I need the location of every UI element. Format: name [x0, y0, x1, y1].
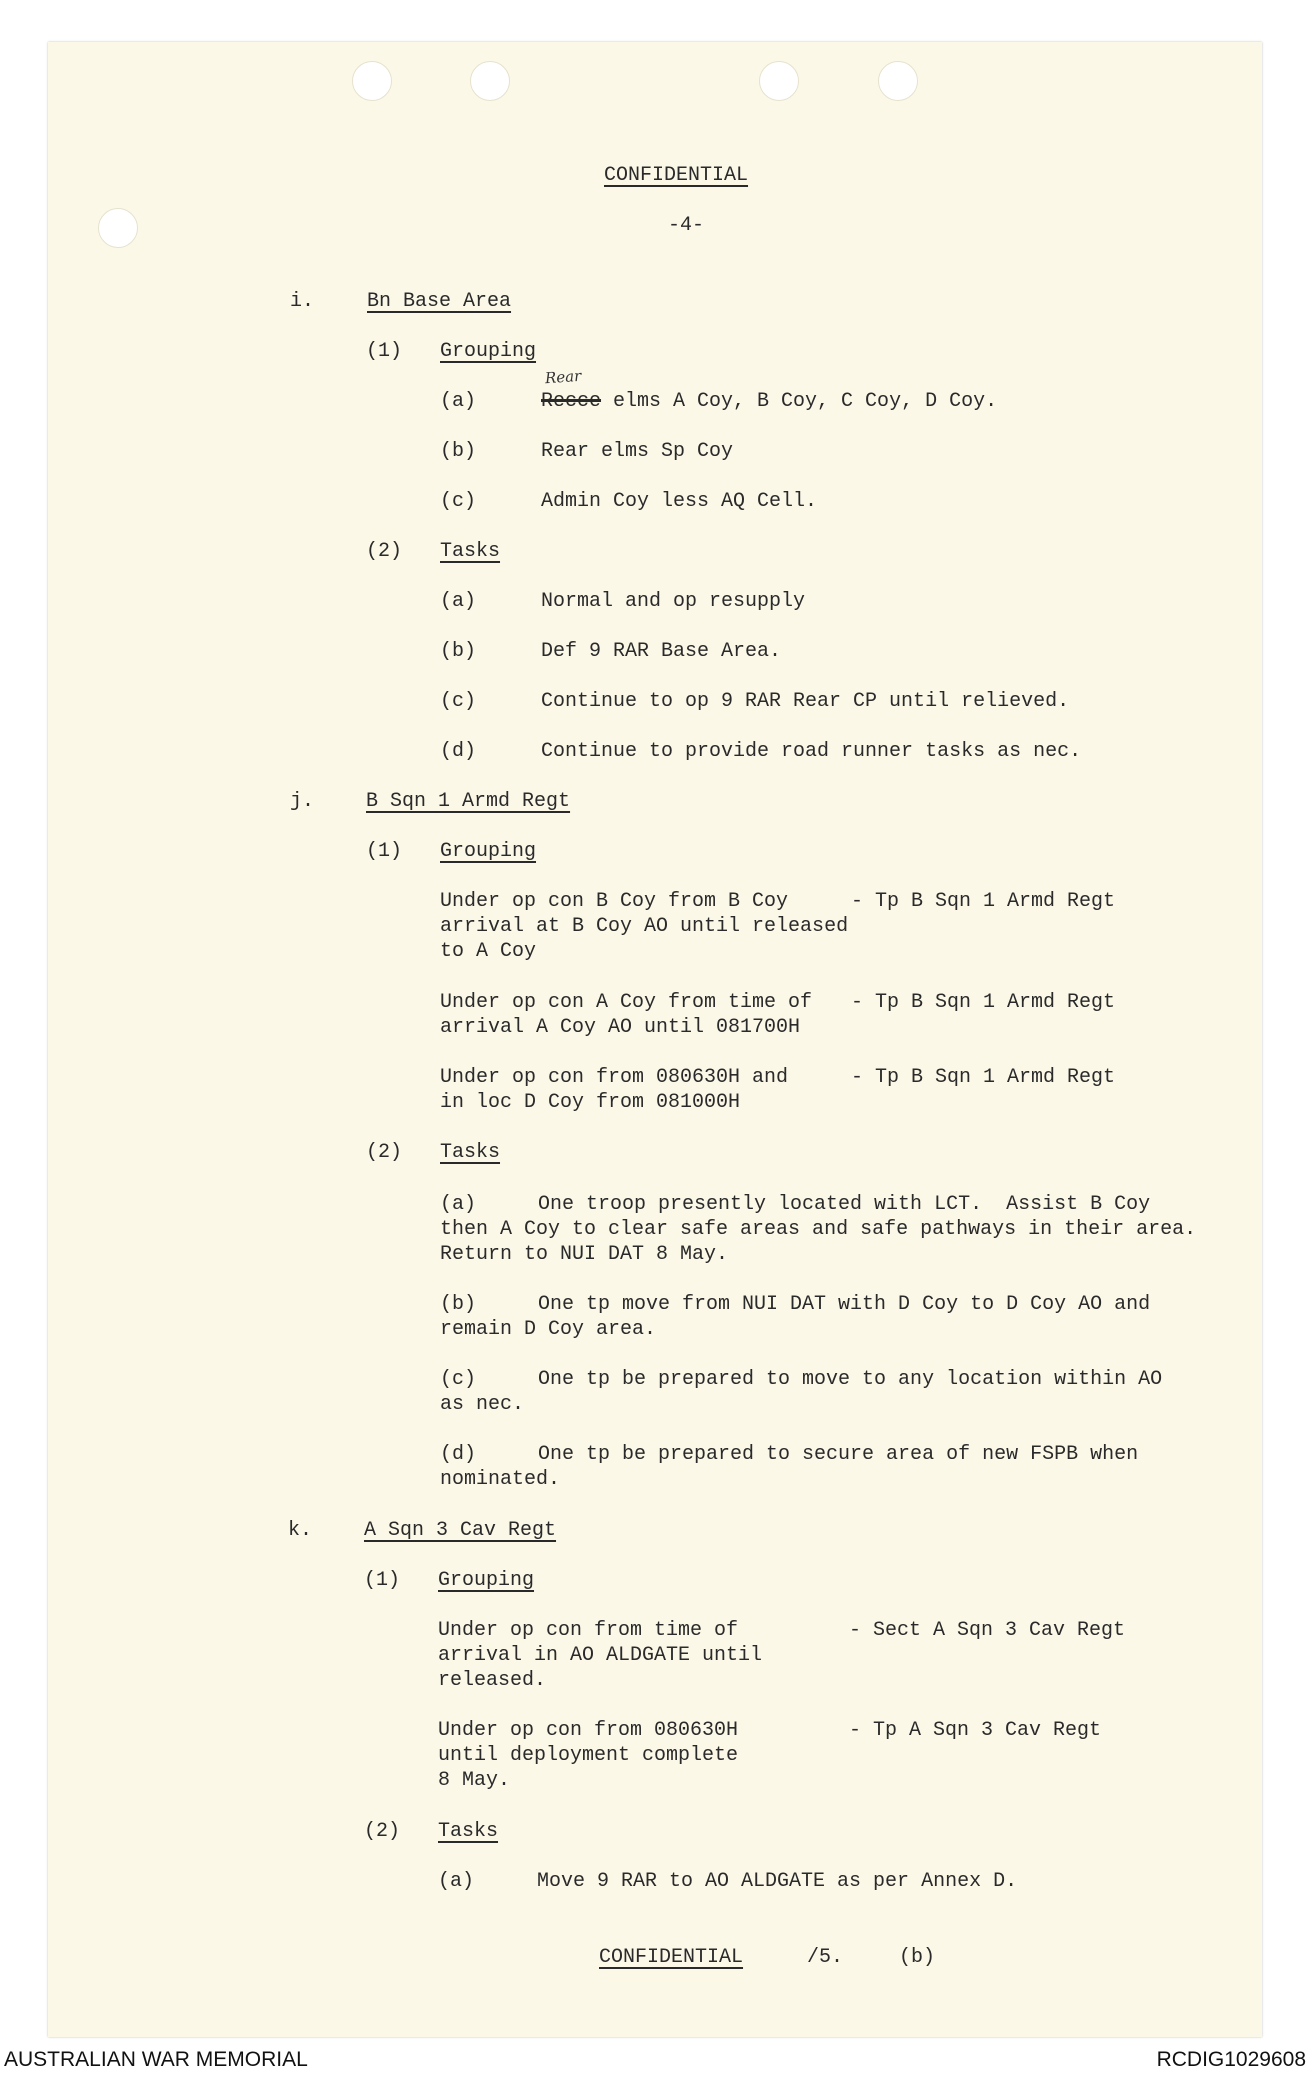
item-text: Admin Coy less AQ Cell.: [541, 490, 818, 513]
section-letter: i.: [290, 290, 315, 313]
item-text-rest: elms A Coy, B Coy, C Coy, D Coy.: [601, 390, 998, 413]
punch-hole: [470, 61, 510, 101]
handwritten-correction: Rear: [544, 366, 582, 388]
item-text: Def 9 RAR Base Area.: [541, 640, 782, 663]
grouping-assignment: - Tp B Sqn 1 Armd Regt: [851, 1066, 1116, 1089]
next-item-marker: (b): [899, 1946, 936, 1969]
classification-footer: CONFIDENTIAL: [599, 1946, 744, 1969]
subsection-number: (2): [366, 540, 403, 563]
classification-header: CONFIDENTIAL: [604, 164, 749, 187]
subsection-number: (2): [364, 1820, 401, 1843]
item-label: (b): [440, 1293, 477, 1316]
section-title: A Sqn 3 Cav Regt: [364, 1519, 557, 1542]
item-label: (a): [438, 1870, 475, 1893]
grouping-condition: released.: [438, 1669, 547, 1692]
grouping-condition: Under op con from time of: [438, 1619, 739, 1642]
page-number: -4-: [668, 214, 705, 237]
section-title: Bn Base Area: [367, 290, 512, 313]
item-label: (d): [440, 1443, 477, 1466]
item-label: (a): [440, 390, 477, 413]
item-text: Continue to op 9 RAR Rear CP until relieved.: [541, 690, 1070, 713]
archive-id: RCDIG1029608: [1156, 2048, 1306, 2071]
item-text: One tp move from NUI DAT with D Coy to D Coy AO and: [538, 1293, 1151, 1316]
grouping-condition: Under op con B Coy from B Coy: [440, 890, 789, 913]
item-text: nominated.: [440, 1468, 561, 1491]
grouping-assignment: - Tp B Sqn 1 Armd Regt: [851, 890, 1116, 913]
item-text: Normal and op resupply: [541, 590, 806, 613]
grouping-condition: arrival in AO ALDGATE until: [438, 1644, 763, 1667]
grouping-assignment: - Tp B Sqn 1 Armd Regt: [851, 991, 1116, 1014]
grouping-condition: Under op con from 080630H: [438, 1719, 739, 1742]
section-letter: k.: [288, 1519, 313, 1542]
item-text: Rear elms Sp Coy: [541, 440, 734, 463]
grouping-condition: arrival A Coy AO until 081700H: [440, 1016, 801, 1039]
grouping-condition: arrival at B Coy AO until released: [440, 915, 849, 938]
item-text: Return to NUI DAT 8 May.: [440, 1243, 729, 1266]
punch-hole: [98, 208, 138, 248]
grouping-condition: to A Coy: [440, 940, 537, 963]
item-text: One tp be prepared to secure area of new FSPB when: [538, 1443, 1139, 1466]
punch-hole: [759, 61, 799, 101]
grouping-assignment: - Tp A Sqn 3 Cav Regt: [849, 1719, 1102, 1742]
subsection-heading: Grouping: [440, 340, 537, 363]
item-text: as nec.: [440, 1393, 525, 1416]
next-page-marker: /5.: [807, 1946, 844, 1969]
item-label: (c): [440, 490, 477, 513]
subsection-number: (1): [364, 1569, 401, 1592]
item-label: (a): [440, 590, 477, 613]
section-letter: j.: [290, 790, 315, 813]
item-text: remain D Coy area.: [440, 1318, 657, 1341]
subsection-heading: Grouping: [440, 840, 537, 863]
subsection-heading: Tasks: [438, 1820, 499, 1843]
grouping-assignment: - Sect A Sqn 3 Cav Regt: [849, 1619, 1126, 1642]
grouping-condition: until deployment complete: [438, 1744, 739, 1767]
item-text: One tp be prepared to move to any location within AO: [538, 1368, 1163, 1391]
punch-hole: [352, 61, 392, 101]
item-text: Move 9 RAR to AO ALDGATE as per Annex D.: [537, 1870, 1018, 1893]
subsection-number: (1): [366, 340, 403, 363]
subsection-heading: Tasks: [440, 1141, 501, 1164]
item-label: (b): [440, 640, 477, 663]
grouping-condition: in loc D Coy from 081000H: [440, 1091, 741, 1114]
archive-name: AUSTRALIAN WAR MEMORIAL: [4, 2048, 308, 2071]
item-label: (a): [440, 1193, 477, 1216]
section-title: B Sqn 1 Armd Regt: [366, 790, 571, 813]
item-text: [541, 389, 997, 414]
struck-word: Recce: [541, 390, 602, 413]
item-label: (c): [440, 690, 477, 713]
item-label: (d): [440, 740, 477, 763]
item-text: Continue to provide road runner tasks as nec.: [541, 740, 1082, 763]
item-label: (b): [440, 440, 477, 463]
grouping-condition: Under op con A Coy from time of: [440, 991, 813, 1014]
subsection-heading: Tasks: [440, 540, 501, 563]
punch-hole: [878, 61, 918, 101]
grouping-condition: Under op con from 080630H and: [440, 1066, 789, 1089]
item-text: One troop presently located with LCT. Assist B Coy: [538, 1193, 1151, 1216]
grouping-condition: 8 May.: [438, 1769, 511, 1792]
subsection-number: (1): [366, 840, 403, 863]
item-label: (c): [440, 1368, 477, 1391]
subsection-number: (2): [366, 1141, 403, 1164]
item-text: then A Coy to clear safe areas and safe pathways in their area.: [440, 1218, 1197, 1241]
subsection-heading: Grouping: [438, 1569, 535, 1592]
